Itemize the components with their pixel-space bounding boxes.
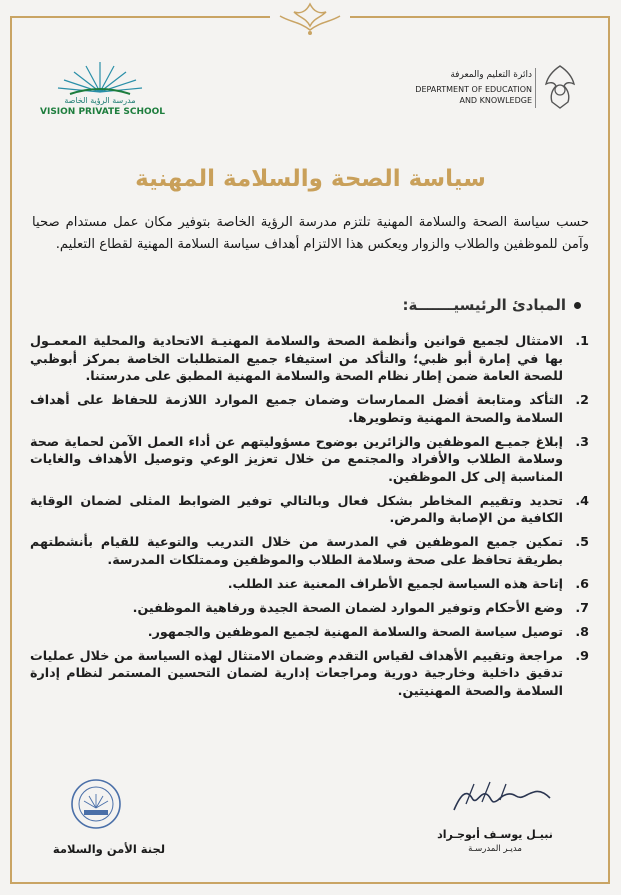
item-text: تمكين جميع الموظفين في المدرسة من خلال التدريب والتوعية للقيام بأنشطتهم بطريقة تحافظ على صحة وسلامة الطلاب والموظفين وممتلكات المدرسة. xyxy=(30,534,563,567)
principles-list xyxy=(30,332,589,706)
item-text: توصيل سياسة الصحة والسلامة المهنية لجميع الموظفين والجمهور. xyxy=(147,623,563,639)
bullet-icon xyxy=(574,302,581,309)
falcon-emblem-icon xyxy=(540,62,580,112)
item-text: مراجعة وتقييم الأهداف لقياس التقدم وضمان الامتثال لهذه السياسة من خلال عمليات تدقيق داخلية وخارجية دورية ومراجعات إدارية لضمان التحسين المستمر لنظام إدارة السلامة والصحة المهنيتين. xyxy=(30,647,563,698)
item-number: 4. xyxy=(575,492,589,508)
list-item xyxy=(30,599,589,617)
item-text: الامتثال لجميع قوانين وأنظمة الصحة والسلامة المهنيـة الاتحادية والمحلية المعمـول بها في إمارة أبو ظبي؛ والتأكد من استيفاء جميع المتطلبات الخاصة بمركز أبوظبي للصحة العامة ضمن إطار نظام الصحة والسلامة المهنية المطبق على مدرستنا. xyxy=(30,333,563,383)
item-text: وضع الأحكام وتوفير الموارد لضمان الصحة الجيدة ورفاهية الموظفين. xyxy=(132,599,563,615)
school-logo xyxy=(40,58,166,122)
item-number: 9. xyxy=(575,647,589,663)
item-number: 2. xyxy=(575,392,589,407)
document-title: سياسة الصحة والسلامة المهنية xyxy=(135,166,486,192)
signer-role: مديـر المدرسـة xyxy=(468,844,522,854)
list-item xyxy=(30,533,589,568)
signer-name: نبيـل يوسـف أبوجـراد xyxy=(437,828,553,841)
logo-divider xyxy=(535,68,536,108)
department-name-en-line2: AND KNOWLEDGE xyxy=(459,96,532,105)
department-logo xyxy=(390,58,580,114)
item-text: تحديد وتقييم المخاطر بشكل فعال وبالتالي توفير الضوابط المثلى لضمان الوقاية الكافية من الإصابة والمرض. xyxy=(30,492,563,525)
list-item xyxy=(30,433,589,486)
list-item xyxy=(30,575,589,593)
ornament-icon xyxy=(270,0,350,40)
item-text: إتاحة هذه السياسة لجميع الأطراف المعنية عند الطلب. xyxy=(227,575,563,591)
signature-icon xyxy=(446,774,556,818)
department-name-ar: دائرة التعليم والمعرفة xyxy=(450,70,532,80)
item-number: 3. xyxy=(575,433,589,449)
list-item xyxy=(30,647,589,700)
item-number: 5. xyxy=(575,534,589,549)
item-text: إبلاغ جميـع الموظفين والزائرين بوضوح مسؤوليتهم عن أداء العمل الآمن لحماية صحة وسلامة الطلاب والأفراد والمجتمع من خلال تعزيز الوعي وتوصيل الأهداف والغايات المناسبة إلى كل الموظفين. xyxy=(30,433,563,484)
school-stamp-icon xyxy=(70,778,122,830)
school-logo-icon xyxy=(40,58,160,96)
committee-label: لجنة الأمن والسلامة xyxy=(52,842,166,856)
list-item xyxy=(30,623,589,641)
item-number: 6. xyxy=(575,575,589,591)
item-number: 1. xyxy=(575,333,589,348)
department-name-en-line1: DEPARTMENT OF EDUCATION xyxy=(415,85,532,94)
item-number: 7. xyxy=(575,599,589,615)
school-name-ar: مدرسة الرؤية الخاصة xyxy=(64,96,136,105)
school-name-en: VISION PRIVATE SCHOOL xyxy=(40,107,166,117)
principles-heading-text: المبادئ الرئيسيـــــــة: xyxy=(402,296,566,314)
principles-heading xyxy=(403,296,581,314)
list-item xyxy=(30,391,589,426)
item-number: 8. xyxy=(575,623,589,639)
list-item xyxy=(30,492,589,527)
list-item xyxy=(30,332,589,385)
item-text: التأكد ومتابعة أفضل الممارسات وضمان جميع الموارد اللازمة للحفاظ على أهداف السلامة والصحة المهنية وتطويرها. xyxy=(30,392,563,425)
intro-paragraph: حسب سياسة الصحة والسلامة المهنية تلتزم مدرسة الرؤية الخاصة بتوفير مكان عمل مستدام صحيا وآمن للموظفين والطلاب والزوار ويعكس هذا الالتزام أهداف سياسة السلامة المهنية لقطاع التعليم. xyxy=(32,215,589,252)
